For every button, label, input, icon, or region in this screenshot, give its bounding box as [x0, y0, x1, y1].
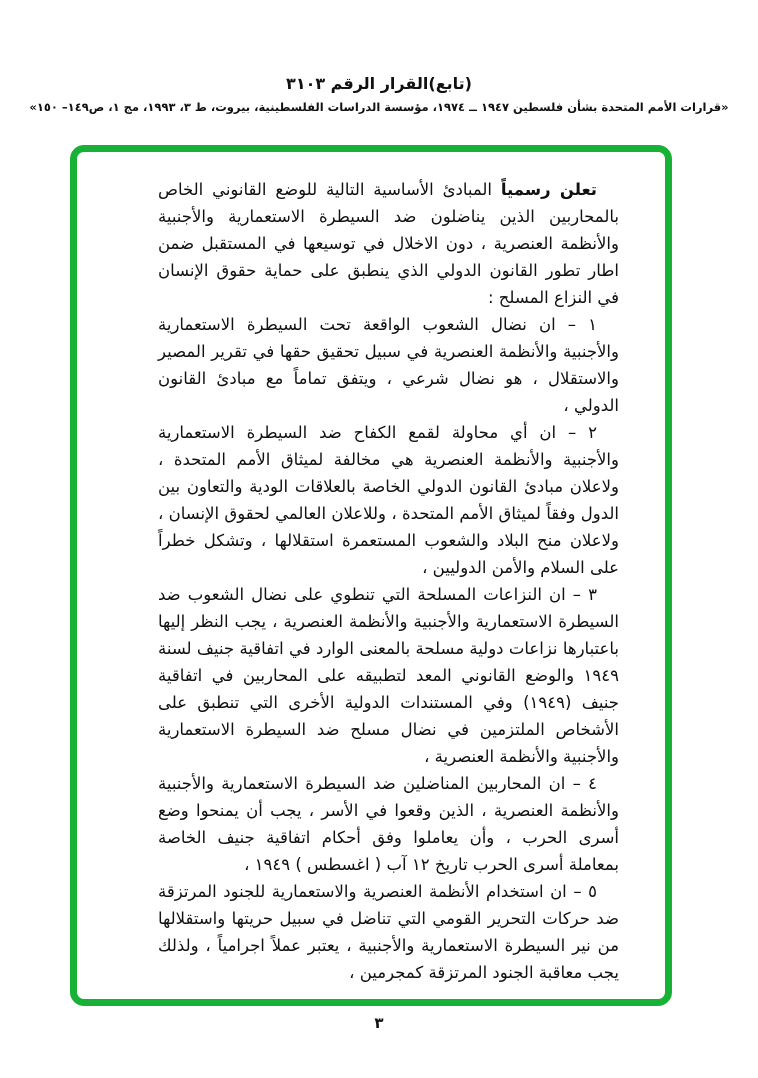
source-citation-line: «قرارات الأمم المتحدة بشأن فلسطين ١٩٤٧ ــ ١٩٧٤، مؤسسة الدراسات الفلسطينية، بيروت، ط ٣، ١٩٩٣، مج ١، ص١٤٩– ١٥٠» — [29, 100, 729, 114]
page-number: ٣ — [374, 1014, 384, 1032]
intro-paragraph-text: المبادئ الأساسية التالية للوضع القانوني الخاص بالمحاربين الذين يناضلون ضد السيطرة الاستعمارية والأجنبية والأنظمة العنصرية ، دون الاخلال في توسيعها في المستقبل ضمن اطار تطور القانون الدولي الذي ينطبق على حماية حقوق الإنسان في النزاع المسلح : — [158, 180, 619, 307]
numbered-paragraph-4: ٤ – ان المحاربين المناضلين ضد السيطرة الاستعمارية والأجنبية والأنظمة العنصرية ، الذين وقعوا في الأسر ، يجب أن يمنحوا وضع أسرى الحرب ، وأن يعاملوا وفق أحكام اتفاقية جنيف الخاصة بمعاملة أسرى الحرب تاريخ ١٢ آب ( اغسطس ) ١٩٤٩ ، — [158, 774, 619, 874]
numbered-paragraph-3: ٣ – ان النزاعات المسلحة التي تنطوي على نضال الشعوب ضد السيطرة الاستعمارية والأجنبية والأنظمة العنصرية ، يجب النظر إليها باعتبارها نزاعات دولية مسلحة بالمعنى الوارد في اتفاقية جنيف لسنة ١٩٤٩ والوضع القانوني المعد لتطبيقه على المحاربين في اتفاقية جنيف (١٩٤٩) وفي المستندات الدولية الأخرى التي تنطبق على الأشخاص الملتزمين في نضال مسلح ضد السيطرة الاستعمارية والأجنبية والأنظمة العنصرية ، — [158, 585, 620, 766]
resolution-title: (تابع)القرار الرقم ٣١٠٣ — [286, 74, 472, 93]
page-header — [0, 74, 758, 114]
numbered-paragraph-1: ١ – ان نضال الشعوب الواقعة تحت السيطرة الاستعمارية والأجنبية والأنظمة العنصرية في سبيل تحقيق حقها في تقرير المصير والاستقلال ، هو نضال شرعي ، ويتفق تماماً مع مبادئ القانون الدولي ، — [158, 315, 619, 415]
resolution-text-block — [77, 152, 665, 986]
numbered-paragraph-5: ٥ – ان استخدام الأنظمة العنصرية والاستعمارية للجنود المرتزقة ضد حركات التحرير القومي التي تناضل في سبيل حريتها واستقلالها من نير السيطرة الاستعمارية والأجنبية ، يعتبر عملاً اجرامياً ، ولذلك يجب معاقبة الجنود المرتزقة كمجرمين ، — [158, 882, 619, 982]
intro-lead-bold: تعلن رسمياً — [500, 180, 597, 199]
green-border-frame — [70, 145, 672, 1006]
numbered-paragraph-2: ٢ – ان أي محاولة لقمع الكفاح ضد السيطرة الاستعمارية والأجنبية والأنظمة العنصرية هي مخالفة لميثاق الأمم المتحدة ، ولاعلان مبادئ القانون الدولي الخاصة بالعلاقات الودية والتعاون بين الدول وفقاً لميثاق الأمم المتحدة ، وللاعلان العالمي لحقوق الإنسان ، ولاعلان منح البلاد والشعوب المستعمرة استقلالها ، وتشكل خطراً على السلام والأمن الدوليين ، — [158, 423, 619, 577]
intro-paragraph — [158, 176, 619, 311]
